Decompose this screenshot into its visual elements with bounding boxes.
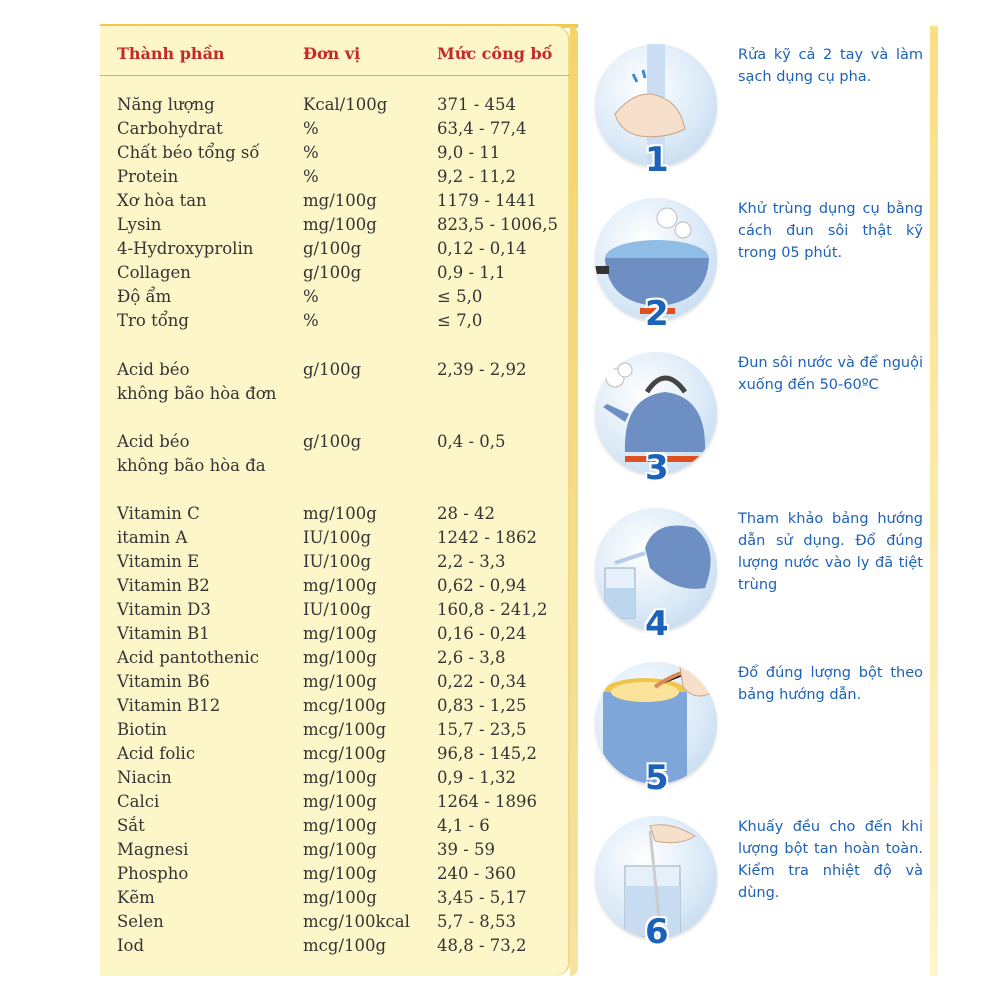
row-unit: IU/100g (303, 600, 372, 619)
table-row (117, 840, 567, 864)
step-number: 3 (645, 448, 669, 488)
row-value: 2,39 - 2,92 (437, 360, 527, 379)
row-unit: mg/100g (303, 888, 377, 907)
row-value: 39 - 59 (437, 840, 496, 859)
row-ingredient: Vitamin B6 (117, 672, 210, 691)
step-number: 6 (645, 912, 669, 952)
step-3 (595, 352, 925, 502)
table-row (117, 384, 567, 408)
step-1 (595, 44, 925, 194)
row-unit: g/100g (303, 263, 362, 282)
row-value: 1264 - 1896 (437, 792, 538, 811)
row-ingredient: Protein (117, 167, 179, 186)
row-ingredient: 4-Hydroxyprolin (117, 239, 254, 258)
row-value: 0,9 - 1,32 (437, 768, 517, 787)
row-ingredient: Xơ hòa tan (117, 191, 207, 210)
table-row (117, 311, 567, 335)
row-unit: mcg/100g (303, 720, 387, 739)
table-row (117, 552, 567, 576)
row-value: 2,2 - 3,3 (437, 552, 506, 571)
step-description: Đun sôi nước và để nguội xuống đến 50-60ºC (738, 355, 923, 393)
table-row (117, 768, 567, 792)
row-ingredient: không bão hòa đa (117, 456, 266, 475)
row-ingredient: Magnesi (117, 840, 189, 859)
row-ingredient: Selen (117, 912, 164, 931)
row-unit: g/100g (303, 239, 362, 258)
row-ingredient: Vitamin C (117, 504, 200, 523)
row-ingredient: Vitamin D3 (117, 600, 211, 619)
row-unit: mg/100g (303, 816, 377, 835)
row-ingredient: Vitamin E (117, 552, 200, 571)
row-unit: mg/100g (303, 840, 377, 859)
row-unit: % (303, 287, 319, 306)
row-unit: g/100g (303, 432, 362, 451)
step-4 (595, 508, 925, 658)
row-ingredient: Sắt (117, 816, 145, 835)
row-ingredient: Độ ẩm (117, 287, 172, 306)
row-value: 96,8 - 145,2 (437, 744, 538, 763)
step-6 (595, 816, 925, 966)
table-row (117, 672, 567, 696)
row-value: 0,62 - 0,94 (437, 576, 527, 595)
row-unit: mcg/100g (303, 744, 387, 763)
row-unit: mg/100g (303, 624, 377, 643)
row-unit: mg/100g (303, 768, 377, 787)
table-row (117, 504, 567, 528)
step-number: 5 (645, 758, 669, 798)
row-unit: mg/100g (303, 191, 377, 210)
row-value: 1179 - 1441 (437, 191, 538, 210)
table-row (117, 600, 567, 624)
row-value: 9,2 - 11,2 (437, 167, 517, 186)
row-value: ≤ 7,0 (437, 311, 483, 330)
table-row (117, 888, 567, 912)
header-value: Mức công bố (437, 44, 553, 63)
row-ingredient: Vitamin B2 (117, 576, 210, 595)
table-row (117, 576, 567, 600)
row-ingredient: Acid béo (117, 432, 190, 451)
table-row (117, 912, 567, 936)
row-unit: mg/100g (303, 672, 377, 691)
table-row (117, 432, 567, 456)
step-number: 2 (645, 294, 669, 334)
row-value: 15,7 - 23,5 (437, 720, 527, 739)
row-ingredient: Biotin (117, 720, 167, 739)
row-value: 0,16 - 0,24 (437, 624, 527, 643)
step-description: Rửa kỹ cả 2 tay và làm sạch dụng cụ pha. (738, 47, 923, 85)
table-row (117, 167, 567, 191)
row-ingredient: Collagen (117, 263, 191, 282)
right-gold-edge (930, 26, 938, 976)
row-value: 0,83 - 1,25 (437, 696, 527, 715)
row-ingredient: Niacin (117, 768, 172, 787)
row-ingredient: itamin A (117, 528, 188, 547)
table-row (117, 744, 567, 768)
row-unit: mcg/100kcal (303, 912, 410, 931)
table-row (117, 263, 567, 287)
row-ingredient: Chất béo tổng số (117, 143, 260, 162)
panel-gold-edge (570, 26, 578, 976)
row-value: 240 - 360 (437, 864, 517, 883)
row-value: 9,0 - 11 (437, 143, 501, 162)
row-ingredient: Kẽm (117, 888, 155, 907)
row-unit: % (303, 167, 319, 186)
step-5 (595, 662, 925, 812)
table-row (117, 239, 567, 263)
row-ingredient: Năng lượng (117, 95, 215, 114)
header-unit: Đơn vị (303, 44, 361, 63)
step-2 (595, 198, 925, 348)
row-value: 2,6 - 3,8 (437, 648, 506, 667)
row-value: 0,22 - 0,34 (437, 672, 527, 691)
step-number: 1 (645, 140, 669, 180)
row-unit: % (303, 143, 319, 162)
table-row (117, 648, 567, 672)
row-ingredient: Vitamin B1 (117, 624, 210, 643)
row-value: 160,8 - 241,2 (437, 600, 548, 619)
row-value: 0,12 - 0,14 (437, 239, 527, 258)
table-row (117, 624, 567, 648)
row-unit: IU/100g (303, 552, 372, 571)
row-unit: mcg/100g (303, 696, 387, 715)
row-value: 28 - 42 (437, 504, 496, 523)
row-value: 371 - 454 (437, 95, 517, 114)
row-value: 0,4 - 0,5 (437, 432, 506, 451)
step-description: Khuấy đều cho đến khi lượng bột tan hoàn toàn. Kiểm tra nhiệt độ và dùng. (738, 819, 923, 901)
row-unit: % (303, 311, 319, 330)
table-row (117, 528, 567, 552)
step-number: 4 (645, 604, 669, 644)
row-unit: mg/100g (303, 864, 377, 883)
table-row (117, 143, 567, 167)
row-unit: mcg/100g (303, 936, 387, 955)
row-unit: % (303, 119, 319, 138)
row-value: 0,9 - 1,1 (437, 263, 506, 282)
table-row (117, 936, 567, 960)
row-ingredient: không bão hòa đơn (117, 384, 277, 403)
row-value: ≤ 5,0 (437, 287, 483, 306)
step-description: Tham khảo bảng hướng dẫn sử dụng. Đổ đúng lượng nước vào ly đã tiệt trùng (738, 511, 923, 593)
row-unit: Kcal/100g (303, 95, 388, 114)
row-value: 63,4 - 77,4 (437, 119, 527, 138)
table-row (117, 456, 567, 480)
table-row (117, 792, 567, 816)
row-unit: mg/100g (303, 648, 377, 667)
table-row (117, 191, 567, 215)
row-unit: mg/100g (303, 576, 377, 595)
row-ingredient: Vitamin B12 (117, 696, 221, 715)
row-ingredient: Iod (117, 936, 145, 955)
row-ingredient: Acid béo (117, 360, 190, 379)
row-ingredient: Calci (117, 792, 160, 811)
row-value: 4,1 - 6 (437, 816, 490, 835)
table-row (117, 720, 567, 744)
row-ingredient: Acid pantothenic (117, 648, 259, 667)
table-row (117, 816, 567, 840)
table-row (117, 287, 567, 311)
row-unit: mg/100g (303, 792, 377, 811)
row-ingredient: Carbohydrat (117, 119, 223, 138)
table-row (117, 360, 567, 384)
table-row (117, 864, 567, 888)
row-unit: mg/100g (303, 504, 377, 523)
row-value: 823,5 - 1006,5 (437, 215, 559, 234)
row-ingredient: Tro tổng (117, 311, 189, 330)
row-unit: mg/100g (303, 215, 377, 234)
row-value: 3,45 - 5,17 (437, 888, 527, 907)
table-row (117, 119, 567, 143)
row-value: 1242 - 1862 (437, 528, 538, 547)
step-description: Đổ đúng lượng bột theo bảng hướng dẫn. (738, 665, 923, 703)
header-ingredient: Thành phần (117, 44, 225, 63)
row-ingredient: Phospho (117, 864, 189, 883)
header-divider (100, 75, 570, 76)
row-ingredient: Acid folic (117, 744, 196, 763)
step-description: Khử trùng dụng cụ bằng cách đun sôi thật kỹ trong 05 phút. (738, 201, 923, 261)
row-unit: IU/100g (303, 528, 372, 547)
row-value: 48,8 - 73,2 (437, 936, 527, 955)
table-row (117, 215, 567, 239)
row-unit: g/100g (303, 360, 362, 379)
row-ingredient: Lysin (117, 215, 162, 234)
table-row (117, 95, 567, 119)
row-value: 5,7 - 8,53 (437, 912, 517, 931)
table-row (117, 696, 567, 720)
